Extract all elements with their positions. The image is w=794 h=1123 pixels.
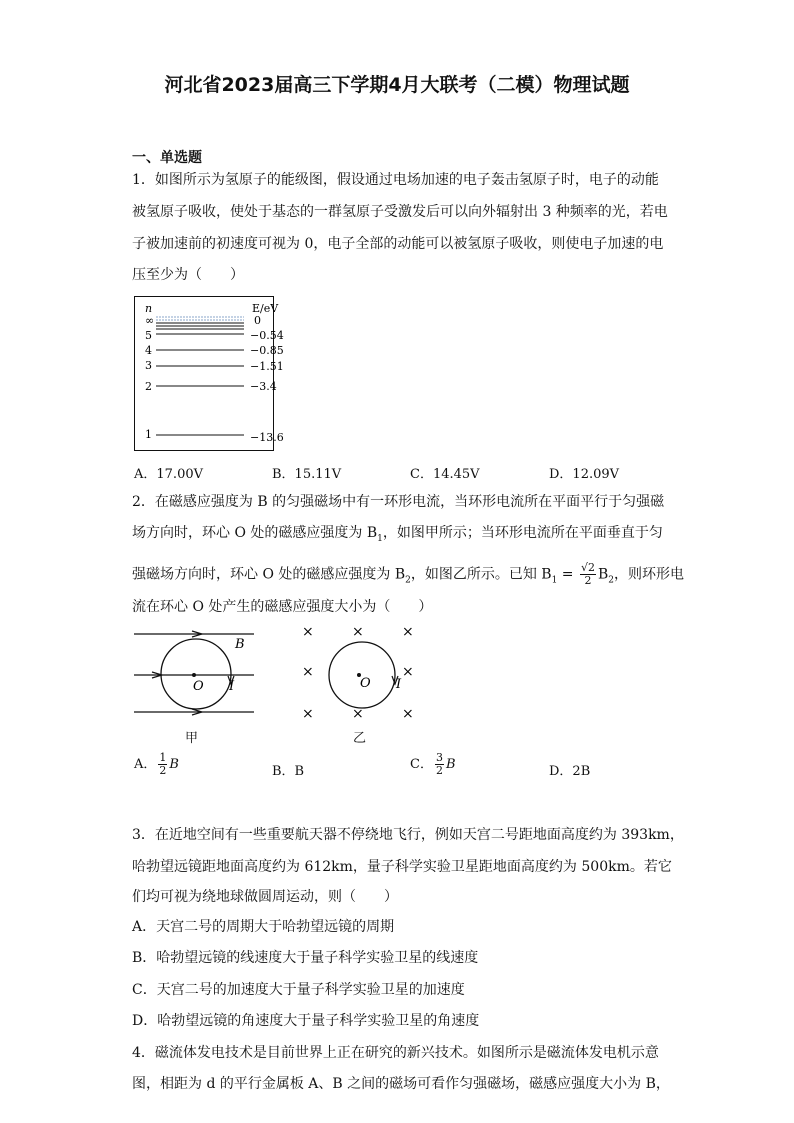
level-e-1: −13.6 [250,431,284,444]
q3-option-b: B．哈勃望远镜的线速度大于量子科学实验卫星的线速度 [132,950,479,966]
level-e-inf: 0 [254,314,261,327]
level-e-4: −0.85 [250,344,284,357]
q1-option-a: A．17.00V [134,467,203,482]
q2-line-2: 场方向时，环心 O 处的磁感应强度为 $B_1$，如图甲所示；当环形电流所在平面垂直于匀 [132,525,663,544]
figure-jia-caption: 甲 [185,731,199,746]
label-i: I [396,677,402,692]
q2-option-d: D．2B [549,764,591,779]
center-dot [192,673,196,677]
cross-icon: × [402,664,414,680]
label-b: B [235,637,245,652]
q3-line-2: 哈勃望远镜距地面高度约为 612km，量子科学实验卫星距地面高度约为 500km。若它 [132,859,672,875]
level-n-2: 2 [145,380,152,393]
current-loop [329,642,395,708]
label-o: O [193,679,204,694]
q3-line-3: 们均可视为绕地球做圆周运动，则（ ） [132,889,398,905]
level-n-5: 5 [145,329,152,342]
label-i: I [229,679,235,694]
q3-line-1: 3．在近地空间有一些重要航天器不停绕地飞行，例如天宫二号距地面高度约为 393km， [132,827,684,843]
level-e-5: −0.54 [250,329,284,342]
cross-icon: × [402,624,414,640]
q4-line-2: 图，相距为 d 的平行金属板 A、B 之间的磁场可看作匀强磁场，磁感应强度大小为 B， [132,1076,670,1092]
q1-option-b: B．15.11V [272,467,342,482]
level-n-1: 1 [145,428,152,441]
level-n-3: 3 [145,359,152,372]
q2-option-a: A． $\frac{1}{2}$ B [134,751,179,777]
level-e-2: −3.4 [250,380,277,393]
sqrt2-over-2-fraction: $\frac{√2}{2}$ [580,561,595,587]
q1-line-4: 压至少为（ ） [132,267,244,283]
q3-option-a: A．天宫二号的周期大于哈勃望远镜的周期 [132,919,395,935]
cross-icon: × [402,706,414,722]
q1-line-3: 子被加速前的初速度可视为 0，电子全部的动能可以被氢原子吸收，则使电子加速的电 [132,236,664,252]
n-axis-label: n [145,302,153,315]
cross-icon: × [302,706,314,722]
current-loop [161,639,231,709]
q2-line-3: 强磁场方向时，环心 O 处的磁感应强度为 $B_2$，如图乙所示。已知 $B_1$ = $\frac{√2}{2}$ $B_2$，则环形电 [132,561,685,587]
level-n-4: 4 [145,344,152,357]
cross-icon: × [352,624,364,640]
level-n-inf: ∞ [145,314,155,327]
q1-line-1: 1．如图所示为氢原子的能级图，假设通过电场加速的电子轰击氢原子时，电子的动能 [132,172,659,188]
q2-line-1: 2．在磁感应强度为 B 的匀强磁场中有一环形电流，当环形电流所在平面平行于匀强磁 [132,494,665,510]
q1-line-2: 被氢原子吸收，使处于基态的一群氢原子受激发后可以向外辐射出 3 种频率的光，若电 [132,204,668,220]
q2-line-4: 流在环心 O 处产生的磁感应强度大小为（ ） [132,599,433,615]
q3-option-d: D．哈勃望远镜的角速度大于量子科学实验卫星的角速度 [132,1013,480,1029]
q4-line-1: 4．磁流体发电技术是目前世界上正在研究的新兴技术。如图所示是磁流体发电机示意 [132,1045,659,1061]
q2-option-b: B．B [272,764,305,779]
page-title: 河北省2023届高三下学期4月大联考（二模）物理试题 [164,74,630,96]
q1-option-d: D．12.09V [549,467,620,482]
level-e-3: −1.51 [250,360,284,373]
cross-icon: × [302,624,314,640]
q3-option-c: C．天宫二号的加速度大于量子科学实验卫星的加速度 [132,982,465,998]
q1-option-c: C．14.45V [410,467,480,482]
section-heading: 一、单选题 [132,150,202,166]
cross-icon: × [302,664,314,680]
energy-level-diagram [134,296,284,452]
figure-yi-caption: 乙 [353,731,367,746]
figure-yi [296,620,426,724]
cross-icon: × [352,706,364,722]
label-o: O [360,676,371,691]
figure-jia [132,624,262,720]
q2-option-c: C． $\frac{3}{2}$ B [410,751,456,777]
energy-axis-label: E/eV [252,302,279,315]
